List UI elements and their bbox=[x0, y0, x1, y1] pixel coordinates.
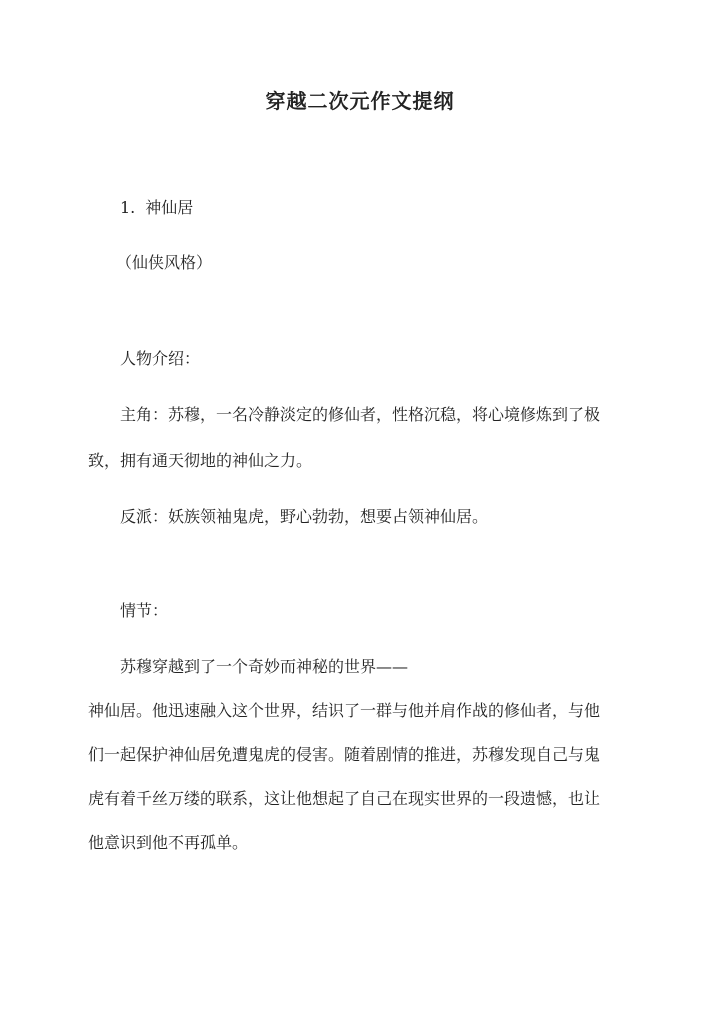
antagonist-paragraph: 反派：妖族领袖鬼虎，野心勃勃，想要占领神仙居。 bbox=[120, 507, 489, 526]
plot-line-3: 们一起保护神仙居免遭鬼虎的侵害。随着剧情的推进，苏穆发现自己与鬼 bbox=[88, 745, 601, 764]
plot-line-4: 虎有着千丝万缕的联系，这让他想起了自己在现实世界的一段遗憾，也让 bbox=[88, 789, 601, 808]
protagonist-line-2: 致，拥有通天彻地的神仙之力。 bbox=[88, 451, 313, 470]
protagonist-line-1: 主角：苏穆，一名冷静淡定的修仙者，性格沉稳，将心境修炼到了极 bbox=[120, 405, 601, 424]
plot-line-2: 神仙居。他迅速融入这个世界，结识了一群与他并肩作战的修仙者，与他 bbox=[88, 701, 601, 720]
style-note: （仙侠风格） bbox=[116, 253, 213, 272]
plot-label: 情节： bbox=[120, 601, 169, 620]
plot-line-5: 他意识到他不再孤单。 bbox=[88, 833, 249, 852]
plot-line-1: 苏穆穿越到了一个奇妙而神秘的世界—— bbox=[120, 657, 409, 676]
document-title: 穿越二次元作文提纲 bbox=[265, 89, 455, 113]
section-number: 1. bbox=[120, 198, 136, 217]
section-heading bbox=[120, 196, 193, 220]
characters-label: 人物介绍： bbox=[120, 349, 201, 368]
section-heading-text: 神仙居 bbox=[145, 198, 194, 217]
